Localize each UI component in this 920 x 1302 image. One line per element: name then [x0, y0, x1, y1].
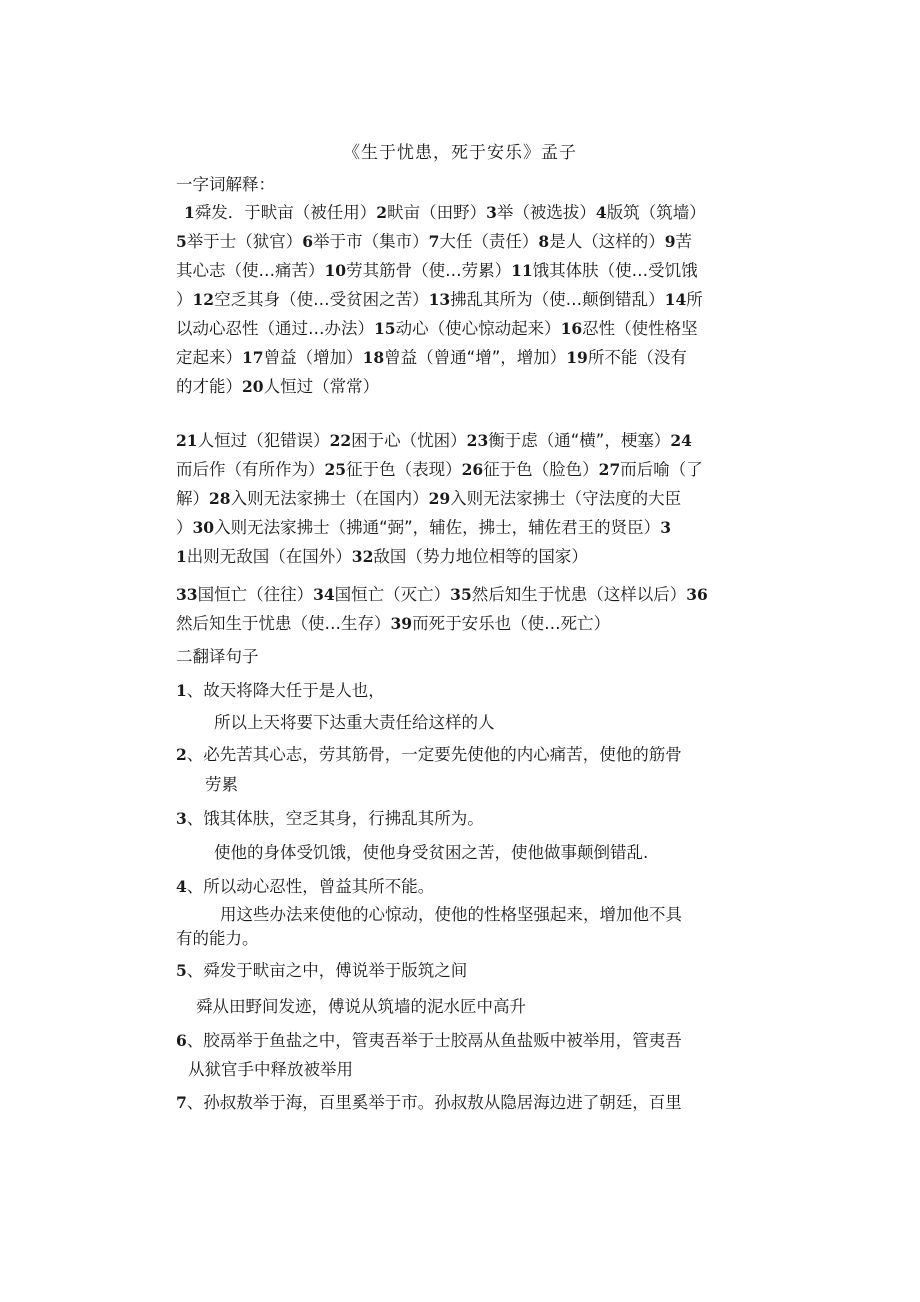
item-number: 22: [329, 431, 352, 450]
vocab-entry: 其心志（使…痛苦）: [176, 261, 325, 280]
translation-text: 劳累: [205, 775, 238, 794]
item-number: 14: [664, 290, 687, 309]
translation-source: [176, 1028, 756, 1054]
vocab-entry: 国恒亡（灭亡）: [334, 585, 451, 604]
item-number: 23: [466, 431, 489, 450]
item-number: 25: [324, 460, 347, 479]
vocab-entry: 畎亩（田野）: [387, 203, 487, 222]
page-title: 《生于忧患，死于安乐》孟子: [343, 143, 577, 163]
vocab-line: [176, 611, 756, 637]
item-number: 16: [560, 319, 583, 338]
item-number: 32: [351, 547, 374, 566]
source-sentence: 、必先苦其心志，劳其筋骨，一定要先使他的内心痛苦，使他的筋骨: [186, 745, 682, 764]
vocab-entry: 举（被选拔）: [496, 203, 596, 222]
vocab-entry: 入则无法家拂士（拂通“弼”，辅佐，拂士，辅佐君王的贤臣）: [214, 518, 661, 537]
vocab-entry: 人恒过（犯错误）: [197, 431, 330, 450]
vocab-entry: 苦: [675, 232, 692, 251]
item-number: 2: [376, 203, 388, 222]
translation-source: [176, 806, 756, 832]
vocab-entry: 空乏其身（使…受贫困之苦）: [214, 290, 429, 309]
vocab-entry: 的才能）: [176, 377, 242, 396]
vocab-entry: 人恒过（常常）: [263, 377, 380, 396]
item-number: 7: [176, 1093, 187, 1112]
source-sentence: 、所以动心忍性，曾益其所不能。: [186, 877, 435, 896]
item-number: 7: [428, 232, 440, 251]
vocab-entry: 而后作（有所作为）: [176, 460, 325, 479]
vocab-line: [176, 544, 756, 570]
vocab-entry: 大任（责任）: [439, 232, 539, 251]
vocab-line: [176, 457, 756, 483]
vocab-entry: 定起来）: [176, 348, 242, 367]
vocab-line: [176, 229, 756, 255]
source-sentence: 、胶鬲举于鱼盐之中，管夷吾举于士胶鬲从鱼盐贩中被举用，管夷吾: [186, 1031, 682, 1050]
item-number: 10: [324, 261, 347, 280]
vocab-entry: 曾益（曾通“增”，增加）: [384, 348, 567, 367]
translation-text: 所以上天将要下达重大责任给这样的人: [214, 713, 495, 732]
vocab-entry: 而死于安乐也（使…死亡）: [412, 614, 611, 633]
vocab-entry: 劳其筋骨（使…劳累）: [346, 261, 512, 280]
vocab-entry: 衡于虑（通“横”，梗塞）: [488, 431, 671, 450]
vocab-entry: 舜发．于畎亩（被任用）: [194, 203, 377, 222]
vocab-entry: 入则无法家拂士（在国内）: [230, 489, 429, 508]
vocab-line: [176, 287, 756, 313]
translation-source: [176, 742, 756, 768]
translation-text: 使他的身体受饥饿，使他身受贫困之苦，使他做事颠倒错乱.: [214, 843, 649, 862]
vocab-entry: 敌国（势力地位相等的国家）: [373, 547, 588, 566]
item-number: 15: [374, 319, 396, 338]
item-number: 18: [362, 348, 385, 367]
item-number: 1: [184, 203, 195, 222]
item-number: 21: [176, 431, 198, 450]
translation-source: [176, 678, 756, 704]
source-sentence: 、舜发于畎亩之中，傅说举于版筑之间: [186, 961, 468, 980]
item-number: 12: [192, 290, 215, 309]
vocab-entry: 然后知生于忧患（这样以后）: [471, 585, 687, 604]
item-number: 27: [598, 460, 621, 479]
item-number: 30: [192, 518, 215, 537]
item-number: 8: [538, 232, 550, 251]
source-sentence: 、故天将降大任于是人也，: [186, 681, 385, 700]
vocab-entry: ）: [176, 290, 193, 309]
vocab-entry: 困于心（忧困）: [351, 431, 467, 450]
vocab-entry: 出则无敌国（在国外）: [186, 547, 352, 566]
vocab-entry: 征于色（脸色）: [483, 460, 599, 479]
vocab-entry: 而后喻（了: [620, 460, 703, 479]
translation-source: [176, 958, 756, 984]
source-sentence: 、孙叔敖举于海，百里奚举于市。孙叔敖从隐居海边进了朝廷，百里: [186, 1093, 682, 1112]
vocab-entry: 是人（这样的）: [549, 232, 665, 251]
vocab-line: [176, 345, 756, 371]
item-number: 3: [660, 518, 671, 537]
translation-text: 用这些办法来使他的心惊动，使他的性格坚强起来，增加他不具: [220, 905, 682, 924]
item-number: 3: [176, 809, 187, 828]
vocab-entry: 以动心忍性（通过…办法）: [176, 319, 374, 338]
section-heading-translate: 二翻译句子: [176, 647, 259, 666]
item-number: 17: [242, 348, 264, 367]
item-number: 4: [595, 203, 607, 222]
item-number: 4: [176, 877, 187, 896]
vocab-entry: 曾益（增加）: [263, 348, 363, 367]
item-number: 24: [670, 431, 692, 450]
source-sentence: 、饿其体肤，空乏其身，行拂乱其所为。: [186, 809, 484, 828]
vocab-entry: 所不能（没有: [587, 348, 687, 367]
item-number: 34: [313, 585, 335, 604]
vocab-entry: 动心（使心惊动起来）: [395, 319, 561, 338]
vocab-line: [176, 582, 756, 608]
vocab-entry: 入则无法家拂士（守法度的大臣: [450, 489, 682, 508]
translation-text: 有的能力。: [176, 929, 259, 948]
item-number: 2: [176, 745, 187, 764]
item-number: 33: [176, 585, 198, 604]
vocab-entry: 所: [686, 290, 703, 309]
vocab-entry: 举于市（集市）: [313, 232, 429, 251]
vocab-line: [176, 428, 756, 454]
vocab-entry: 国恒亡（往往）: [197, 585, 314, 604]
vocab-entry: 解）: [176, 489, 209, 508]
vocab-line: [176, 374, 756, 400]
vocab-entry: 拂乱其所为（使…颠倒错乱）: [450, 290, 665, 309]
item-number: 26: [461, 460, 484, 479]
item-number: 28: [209, 489, 231, 508]
vocab-line: [184, 200, 764, 226]
vocab-entry: 饿其体肤（使…受饥饿: [532, 261, 698, 280]
item-number: 29: [428, 489, 451, 508]
vocab-entry: 举于士（狱官）: [186, 232, 303, 251]
item-number: 13: [428, 290, 451, 309]
translation-text: 从狱官手中释放被举用: [188, 1060, 353, 1079]
item-number: 36: [686, 585, 708, 604]
item-number: 6: [302, 232, 314, 251]
translation-source: [176, 874, 756, 900]
section-heading-vocab: 一字词解释：: [176, 175, 275, 194]
vocab-entry: ）: [176, 518, 193, 537]
item-number: 19: [566, 348, 588, 367]
item-number: 1: [176, 681, 187, 700]
translation-source: [176, 1090, 756, 1116]
item-number: 1: [176, 547, 187, 566]
vocab-line: [176, 515, 756, 541]
vocab-entry: 忍性（使性格坚: [582, 319, 698, 338]
item-number: 5: [176, 961, 187, 980]
translation-text: 舜从田野间发迹，傅说从筑墙的泥水匠中高升: [196, 997, 526, 1016]
item-number: 9: [664, 232, 676, 251]
vocab-entry: 然后知生于忧患（使…生存）: [176, 614, 391, 633]
vocab-entry: 版筑（筑墙）: [606, 203, 706, 222]
item-number: 6: [176, 1031, 187, 1050]
item-number: 39: [390, 614, 413, 633]
vocab-entry: 征于色（表现）: [346, 460, 462, 479]
vocab-line: [176, 316, 756, 342]
item-number: 35: [450, 585, 472, 604]
item-number: 5: [176, 232, 187, 251]
item-number: 20: [242, 377, 264, 396]
vocab-line: [176, 258, 756, 284]
item-number: 3: [486, 203, 497, 222]
item-number: 11: [511, 261, 533, 280]
vocab-line: [176, 486, 756, 512]
